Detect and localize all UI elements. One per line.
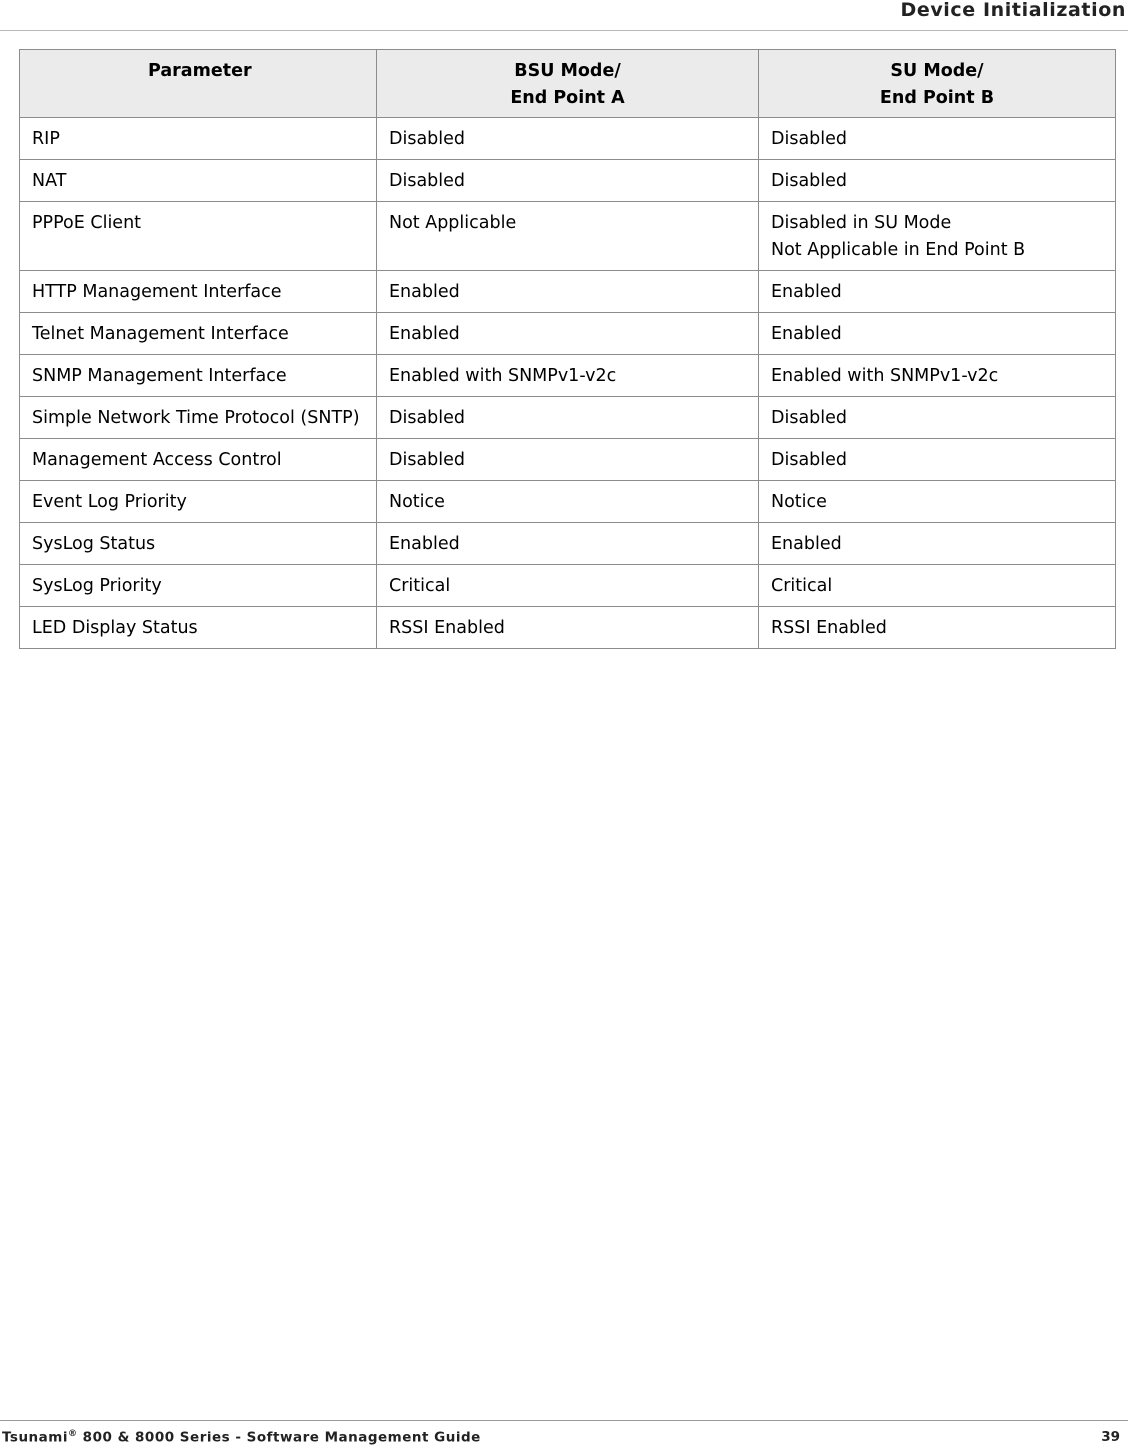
table-row: [20, 355, 1116, 397]
column-header-su-line2: End Point B: [879, 88, 995, 108]
table-row: [20, 271, 1116, 313]
cell-bsu-value: Enabled with SNMPv1-v2c: [377, 355, 759, 397]
cell-bsu-value: Disabled: [377, 118, 759, 160]
table-row: [20, 160, 1116, 202]
cell-su-value-line1: Disabled in SU Mode: [771, 213, 952, 233]
table-header-row: [20, 50, 1116, 118]
column-header-parameter-label: Parameter: [148, 61, 252, 81]
page-footer: [0, 1420, 1128, 1448]
footer-guide-title: [2, 1429, 481, 1446]
table-row: [20, 565, 1116, 607]
column-header-su-line1: SU Mode/: [890, 61, 984, 81]
cell-bsu-value: Disabled: [377, 397, 759, 439]
cell-parameter: Telnet Management Interface: [20, 313, 377, 355]
cell-parameter: Event Log Priority: [20, 481, 377, 523]
cell-parameter: SysLog Priority: [20, 565, 377, 607]
cell-su-value: Enabled: [759, 313, 1116, 355]
cell-su-value: Disabled: [759, 439, 1116, 481]
cell-parameter: NAT: [20, 160, 377, 202]
default-parameters-table: [19, 49, 1116, 649]
cell-su-value: Disabled: [759, 160, 1116, 202]
cell-su-value: Disabled: [759, 397, 1116, 439]
table-row: [20, 313, 1116, 355]
cell-parameter: SNMP Management Interface: [20, 355, 377, 397]
table-row: [20, 481, 1116, 523]
column-header-bsu-line1: BSU Mode/: [514, 61, 621, 81]
cell-bsu-value: Disabled: [377, 160, 759, 202]
cell-bsu-value: Critical: [377, 565, 759, 607]
cell-su-value: [759, 202, 1116, 271]
table-row: [20, 202, 1116, 271]
cell-parameter: LED Display Status: [20, 607, 377, 649]
cell-parameter: Management Access Control: [20, 439, 377, 481]
cell-parameter: Simple Network Time Protocol (SNTP): [20, 397, 377, 439]
cell-su-value: Disabled: [759, 118, 1116, 160]
table-row: [20, 439, 1116, 481]
cell-su-value: Critical: [759, 565, 1116, 607]
cell-bsu-value: Enabled: [377, 313, 759, 355]
column-header-su-mode: [759, 50, 1116, 118]
table-row: [20, 523, 1116, 565]
cell-su-value: Notice: [759, 481, 1116, 523]
cell-bsu-value: Disabled: [377, 439, 759, 481]
cell-parameter: PPPoE Client: [20, 202, 377, 271]
cell-bsu-value: Enabled: [377, 523, 759, 565]
column-header-bsu-line2: End Point A: [510, 88, 625, 108]
footer-guide-name: 800 & 8000 Series - Software Management Guide: [77, 1429, 481, 1446]
table-row: [20, 397, 1116, 439]
cell-bsu-value: RSSI Enabled: [377, 607, 759, 649]
cell-su-value: Enabled: [759, 523, 1116, 565]
registered-mark: ®: [67, 1429, 78, 1439]
page-number: 39: [1101, 1429, 1120, 1445]
table-row: [20, 118, 1116, 160]
page-header: [0, 0, 1128, 31]
cell-bsu-value: Enabled: [377, 271, 759, 313]
cell-parameter: RIP: [20, 118, 377, 160]
section-title: Device Initialization: [900, 0, 1126, 21]
cell-su-value: Enabled: [759, 271, 1116, 313]
cell-bsu-value: Not Applicable: [377, 202, 759, 271]
cell-su-value: Enabled with SNMPv1-v2c: [759, 355, 1116, 397]
column-header-bsu-mode: [377, 50, 759, 118]
footer-product-name: Tsunami: [2, 1429, 68, 1446]
cell-parameter: SysLog Status: [20, 523, 377, 565]
cell-su-value: RSSI Enabled: [759, 607, 1116, 649]
cell-bsu-value: Notice: [377, 481, 759, 523]
table-row: [20, 607, 1116, 649]
cell-parameter: HTTP Management Interface: [20, 271, 377, 313]
cell-su-value-line2: Not Applicable in End Point B: [771, 240, 1026, 260]
column-header-parameter: [20, 50, 377, 118]
